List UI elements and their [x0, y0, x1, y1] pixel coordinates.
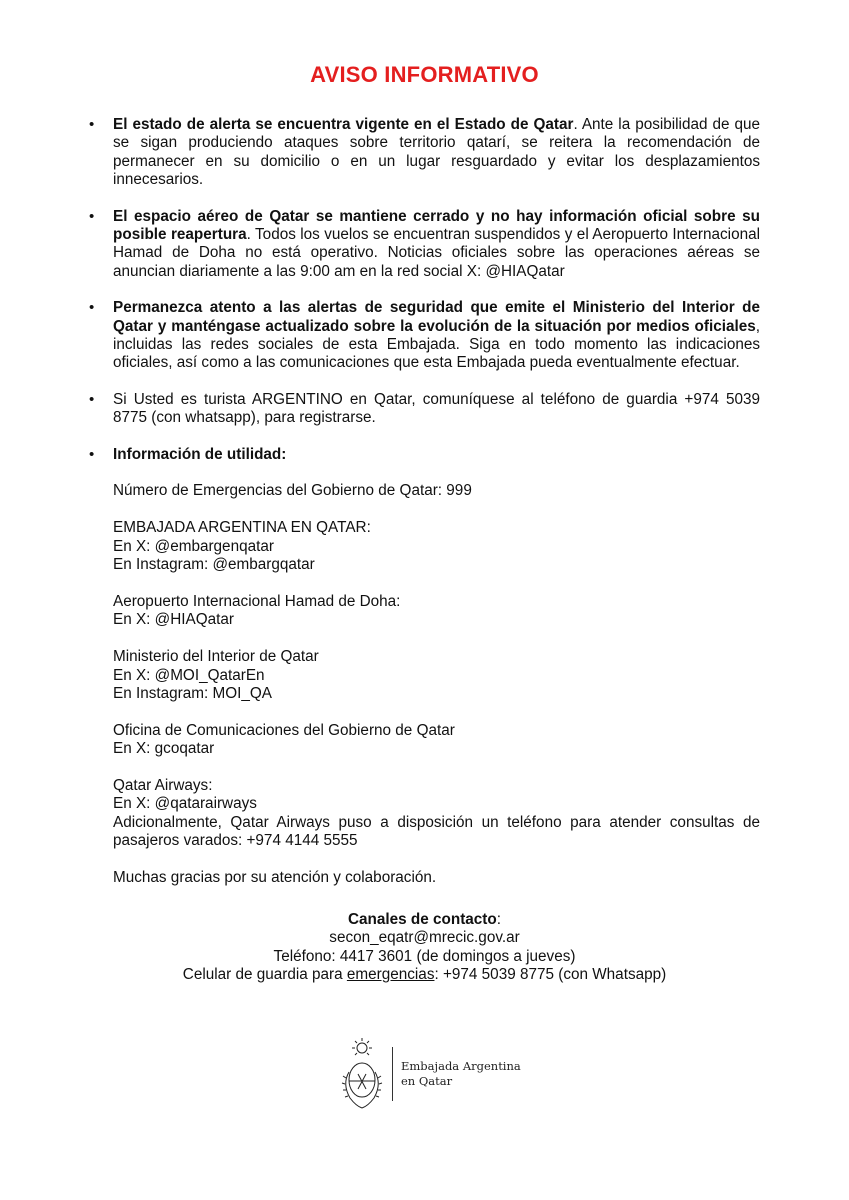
- bullet-bold-text: El estado de alerta se encuentra vigente en el Estado de Qatar: [113, 116, 574, 133]
- logo-line-1: Embajada Argentina: [401, 1059, 521, 1073]
- contact-phone: Teléfono: 4417 3601 (de domingos a jueves): [273, 947, 576, 965]
- airways-note: Adicionalmente, Qatar Airways puso a disposición un teléfono para atender consultas de pasajeros varados: +974 4144 5555: [113, 813, 760, 850]
- thanks-text: Muchas gracias por su atención y colaboración.: [113, 868, 437, 886]
- contact-heading-line: [0, 911, 849, 929]
- bullet-item: [89, 207, 760, 282]
- bullet-icon: •: [89, 445, 95, 463]
- useful-info-heading: Información de utilidad:: [113, 445, 287, 463]
- contact-heading-suffix: :: [496, 911, 501, 928]
- contact-section: [0, 911, 849, 985]
- airport-name: Aeropuerto Internacional Hamad de Doha:: [113, 592, 401, 610]
- page-title: AVISO INFORMATIVO: [310, 62, 539, 87]
- embassy-x-handle: En X: @embargenqatar: [113, 537, 274, 555]
- gco-x-handle: En X: gcoqatar: [113, 740, 215, 758]
- logo-line-2: en Qatar: [401, 1074, 453, 1088]
- bullet-item: [89, 116, 760, 190]
- contact-email: secon_eqatr@mrecic.gov.ar: [329, 929, 520, 947]
- argentine-coat-of-arms-icon: [338, 1034, 386, 1114]
- embassy-logo: [338, 1034, 521, 1114]
- notice-body: [89, 116, 760, 906]
- bullet-icon: •: [89, 116, 95, 133]
- logo-divider: [392, 1047, 393, 1101]
- embassy-name: EMBAJADA ARGENTINA EN QATAR:: [113, 519, 371, 537]
- ministry-x-handle: En X: @MOI_QatarEn: [113, 666, 265, 684]
- bullet-icon: •: [89, 207, 95, 225]
- useful-info-section: [89, 445, 760, 888]
- logo-text: [401, 1059, 521, 1089]
- emergency-number: Número de Emergencias del Gobierno de Qatar: 999: [113, 482, 472, 500]
- bullet-text: . Todos los vuelos se encuentran suspendidos y el Aeropuerto Internacional Hamad de Doha no está operativo. Noticias oficiales sobre las operaciones aéreas se anuncian diariamente a las 9:00 am en la red social X: @HIAQatar: [113, 226, 760, 280]
- bullet-text: , incluidas las redes sociales de esta Embajada. Siga en todo momento las indicaciones oficiales, así como a las comunicaciones que esta Embajada pueda eventualmente efectuar.: [113, 317, 760, 372]
- airways-x-handle: En X: @qatarairways: [113, 795, 257, 813]
- airport-x-handle: En X: @HIAQatar: [113, 611, 234, 629]
- contact-mobile-line: [0, 966, 849, 984]
- contact-heading: Canales de contacto: [347, 911, 497, 928]
- ministry-name: Ministerio del Interior de Qatar: [113, 648, 319, 666]
- contact-mobile-prefix: Celular de guardia para: [182, 966, 347, 984]
- airways-name: Qatar Airways:: [113, 776, 213, 794]
- bullet-icon: •: [89, 390, 95, 408]
- bullet-icon: •: [89, 299, 95, 317]
- contact-mobile-emphasis: emergencias: [346, 966, 435, 984]
- embassy-instagram-handle: En Instagram: @embargqatar: [113, 556, 315, 574]
- bullet-bold-text: El espacio aéreo de Qatar se mantiene cerrado y no hay información oficial sobre su posible reapertura: [113, 207, 760, 244]
- bullet-bold-text: Permanezca atento a las alertas de seguridad que emite el Ministerio del Interior de Qatar y manténgase actualizado sobre la evolución de la situación por medios oficiales: [113, 299, 760, 335]
- ministry-instagram-handle: En Instagram: MOI_QA: [113, 684, 272, 702]
- contact-mobile-suffix: : +974 5039 8775 (con Whatsapp): [434, 966, 667, 984]
- bullet-item: [89, 390, 760, 428]
- bullet-item: [89, 299, 760, 373]
- gco-name: Oficina de Comunicaciones del Gobierno de Qatar: [113, 721, 455, 739]
- bullet-text: Si Usted es turista ARGENTINO en Qatar, comuníquese al teléfono de guardia +974 5039 8775 (con whatsapp), para registrarse.: [113, 390, 760, 427]
- bullet-text: . Ante la posibilidad de que se sigan produciendo ataques sobre territorio qatarí, se reitera la recomendación de permanecer en su domicilio o en un lugar resguardado y evitar los desplazamientos innecesarios.: [113, 116, 760, 189]
